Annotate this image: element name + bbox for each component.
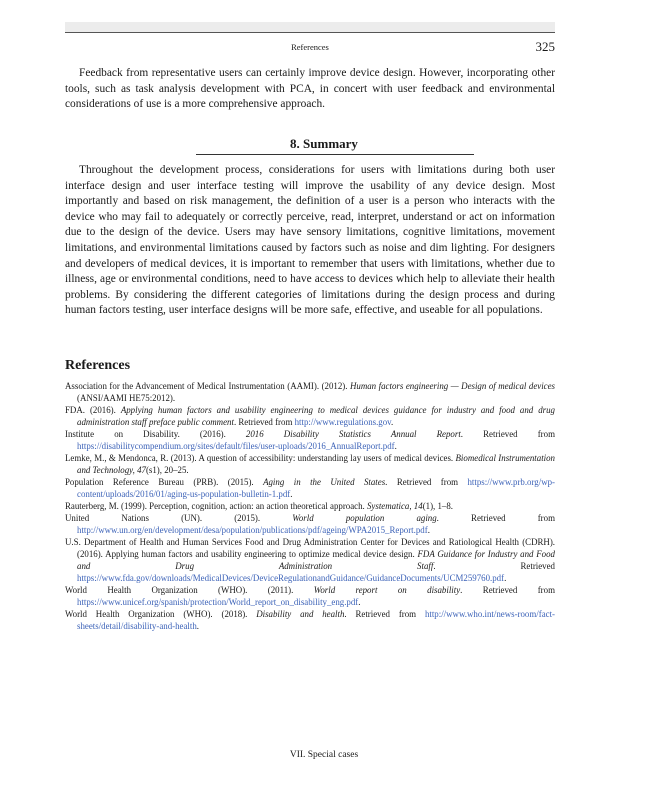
reference-details: . Retrieved from <box>460 429 555 439</box>
reference-details: . Retrieved from <box>436 513 555 523</box>
section-title: 8. Summary <box>290 136 358 151</box>
reference-authors: United Nations (UN). (2015). <box>65 513 293 523</box>
references-heading: References <box>65 358 131 373</box>
reference-details: . Retrieved from <box>344 609 425 619</box>
reference-title: Systematica, 14 <box>366 501 423 511</box>
reference-tail: . <box>394 441 397 451</box>
reference-item <box>65 428 555 452</box>
reference-link[interactable]: https://www.prb.org/wp-content/uploads/2016/01/aging-us-population-bulletin-1.pdf <box>77 477 555 499</box>
reference-item <box>65 380 555 404</box>
reference-authors: U.S. Department of Health and Human Services Food and Drug Administration Center for Devices and Ratiological Health (CDRH). (2016). Applying human factors and usability engineering to optimize medical device design. <box>65 537 555 559</box>
reference-tail: . <box>358 597 361 607</box>
reference-link[interactable]: https://www.fda.gov/downloads/MedicalDevices/DeviceRegulationandGuidance/GuidanceDocuments/UCM259760.pdf <box>77 573 505 583</box>
summary-paragraph: Throughout the development process, considerations for users with limitations during both user interface design and user interface testing will improve the usability of any device design. Most importantly and based on risk management, the definition of a user is a person who interacts with the device who may fail to adequately or correctly perceive, read, interpret, understand or act on information due to the design of the device. Users may have sensory limitations, cognitive limitations, movement limitations, and environmental limitations caused by factors such as noise and dim lighting. For designers and developers of medical devices, it is important to remember that users with limitations, whether due to illness, age or environmental conditions, need to have access to devices which help to alleviate their health problems. By considering the different categories of limitations during the design process and during human factors testing, user interface designs will be more safe, effective, and useable for all populations. <box>65 164 555 317</box>
reference-title: FDA Guidance for Industry and Food and Drug Administration Staff <box>77 549 555 571</box>
reference-authors: World Health Organization (WHO). (2018). <box>65 609 257 619</box>
reference-tail: . <box>290 489 293 499</box>
reference-title: Disability and health <box>256 609 345 619</box>
reference-details: (1), 1–8. <box>422 501 454 511</box>
reference-title: 2016 Disability Statistics Annual Report <box>245 429 461 439</box>
reference-tail: . <box>504 573 507 583</box>
reference-item <box>65 536 555 584</box>
header-band <box>65 22 555 32</box>
reference-authors: FDA. (2016). <box>65 405 121 415</box>
reference-details: (s1), 20–25. <box>145 465 189 475</box>
reference-link[interactable]: http://www.regulations.gov <box>294 417 392 427</box>
reference-link[interactable]: http://www.un.org/en/development/desa/population/publications/pdf/ageing/WPA2015_Report.pdf <box>77 525 428 535</box>
reference-title: Aging in the United States <box>263 477 386 487</box>
reference-details: . Retrieved <box>433 561 555 571</box>
reference-title: World report on disability <box>313 585 461 595</box>
reference-tail: . <box>391 417 394 427</box>
reference-list <box>65 380 555 632</box>
intro-paragraph: Feedback from representative users can certainly improve device design. However, incorporating other tools, such as task analysis development with PCA, in concert with user feedback and environmental considerations of use is a more comprehensive approach. <box>65 67 555 111</box>
reference-authors: Population Reference Bureau (PRB). (2015). <box>65 477 264 487</box>
footer-part-label: VII. Special cases <box>289 750 359 760</box>
section-rule <box>196 154 474 155</box>
reference-item <box>65 452 555 476</box>
reference-tail: . <box>427 525 430 535</box>
reference-authors: Lemke, M., & Mendonca, R. (2013). A question of accessibility: understanding lay users of medical devices. <box>65 453 456 463</box>
reference-tail: . <box>196 621 199 631</box>
reference-item <box>65 512 555 536</box>
reference-authors: Association for the Advancement of Medical Instrumentation (AAMI). (2012). <box>65 381 350 391</box>
reference-details: (ANSI/AAMI HE75:2012). <box>77 393 176 403</box>
reference-title: Human factors engineering — Design of medical devices <box>349 381 555 391</box>
reference-authors: World Health Organization (WHO). (2011). <box>65 585 314 595</box>
reference-item <box>65 584 555 608</box>
reference-link[interactable]: https://disabilitycompendium.org/sites/default/files/user-uploads/2016_AnnualReport.pdf <box>77 441 395 451</box>
reference-title: World population aging <box>292 513 437 523</box>
reference-details: . Retrieved from <box>460 585 555 595</box>
reference-item <box>65 500 555 512</box>
reference-details: . Retrieved from <box>233 417 295 427</box>
reference-item <box>65 476 555 500</box>
reference-title: Biomedical Instrumentation and Technology, 47 <box>77 453 555 475</box>
page-number: 325 <box>535 39 555 54</box>
reference-details: . Retrieved from <box>385 477 468 487</box>
reference-item <box>65 404 555 428</box>
reference-title: Applying human factors and usability engineering to medical devices guidance for industry and food and drug administration staff preface public comment <box>77 405 555 427</box>
header-rule <box>65 32 555 33</box>
running-title: References <box>291 42 329 52</box>
reference-authors: Institute on Disability. (2016). <box>65 429 246 439</box>
reference-item <box>65 608 555 632</box>
running-head <box>65 40 555 54</box>
reference-link[interactable]: https://www.unicef.org/spanish/protection/World_report_on_disability_eng.pdf <box>77 597 359 607</box>
reference-authors: Rauterberg, M. (1999). Perception, cognition, action: an action theoretical approach. <box>65 501 367 511</box>
reference-link[interactable]: http://www.who.int/news-room/fact-sheets/detail/disability-and-health <box>77 609 555 631</box>
